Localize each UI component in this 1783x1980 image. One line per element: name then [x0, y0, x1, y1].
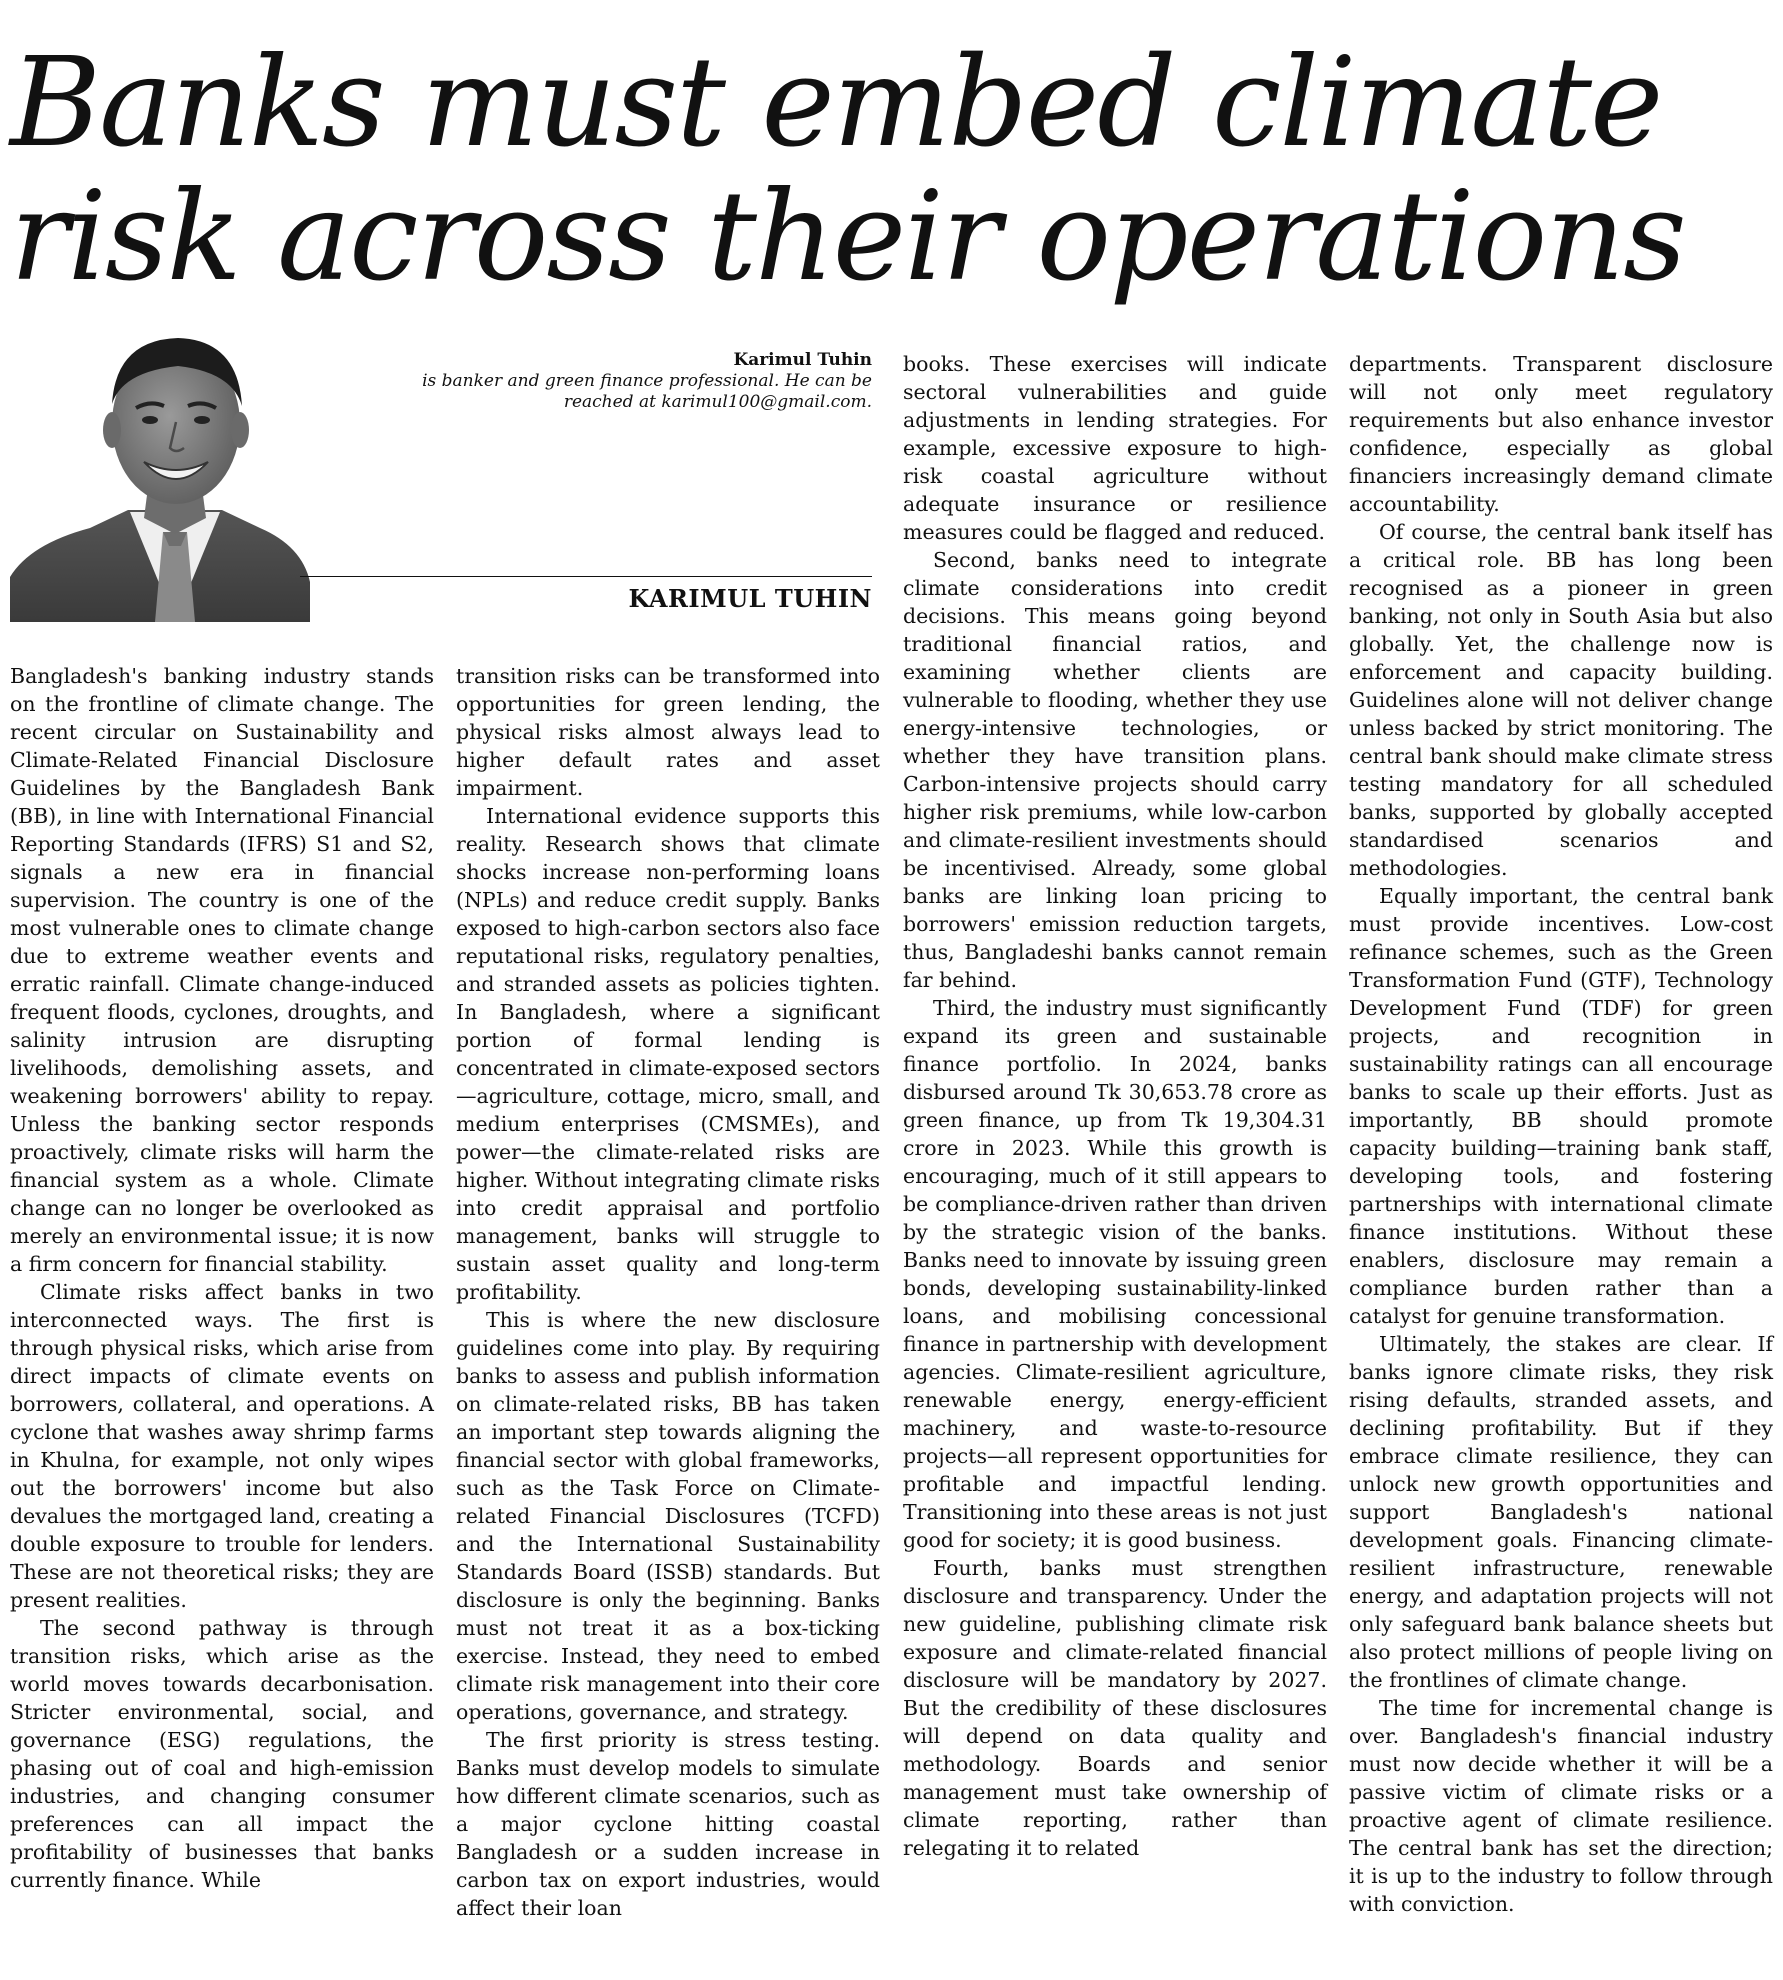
- article-paragraph: The first priority is stress testing. Banks must develop models to simulate how different climate scenarios, such as a major cyclone hitting coastal Bangladesh or a sudden increase in carbon tax on export industries, would affect their loan: [456, 1728, 880, 1920]
- article-paragraph: International evidence supports this reality. Research shows that climate shocks increase non-performing loans (NPLs) and reduce credit supply. Banks exposed to high-carbon sectors also face reputational risks, regulatory penalties, and stranded assets as policies tighten. In Bangladesh, where a significant portion of formal lending is concentrated in climate-exposed sectors—agriculture, cottage, micro, small, and medium enterprises (CMSMEs), and power—the climate-related risks are higher. Without integrating climate risks into credit appraisal and portfolio management, banks will struggle to sustain asset quality and long-term profitability.: [456, 804, 880, 1304]
- article-paragraph: Bangladesh's banking industry stands on the frontline of climate change. The recent circular on Sustainability and Climate-Related Financial Disclosure Guidelines by the Bangladesh Bank (BB), in line with International Financial Reporting Standards (IFRS) S1 and S2, signals a new era in financial supervision. The country is one of the most vulnerable ones to climate change due to extreme weather events and erratic rainfall. Climate change-induced frequent floods, cyclones, droughts, and salinity intrusion are disrupting livelihoods, demolishing assets, and weakening borrowers' ability to repay. Unless the banking sector responds proactively, climate risks will harm the financial system as a whole. Climate change can no longer be overlooked as merely an environmental issue; it is now a firm concern for financial stability.: [10, 664, 434, 1276]
- author-photo: [10, 332, 310, 622]
- article-paragraph: The second pathway is through transition risks, which arise as the world moves towards decarbonisation. Stricter environmental, social, and governance (ESG) regulations, the phasing out of coal and high-emission industries, and changing consumer preferences can all impact the profitability of businesses that banks currently finance. While: [10, 1616, 434, 1892]
- article-paragraph: Of course, the central bank itself has a critical role. BB has long been recognised as a pioneer in green banking, not only in South Asia but also globally. Yet, the challenge now is enforcement and capacity building. Guidelines alone will not deliver change unless backed by strict monitoring. The central bank should make climate stress testing mandatory for all scheduled banks, supported by globally accepted standardised scenarios and methodologies.: [1349, 520, 1773, 880]
- byline: KARIMUL TUHIN: [628, 584, 872, 613]
- headline: Banks must embed climate risk across their operations: [10, 31, 1685, 309]
- byline-divider: [300, 576, 872, 577]
- article-paragraph: The time for incremental change is over. Bangladesh's financial industry must now decide whether it will be a passive victim of climate risks or a proactive agent of climate resilience. The central bank has set the direction; it is up to the industry to follow through with conviction.: [1349, 1696, 1773, 1916]
- article-paragraph: Equally important, the central bank must provide incentives. Low-cost refinance schemes, such as the Green Transformation Fund (GTF), Technology Development Fund (TDF) for green projects, and recognition in sustainability ratings can all encourage banks to scale up their efforts. Just as importantly, BB should promote capacity building—training bank staff, developing tools, and fostering partnerships with international climate finance institutions. Without these enablers, disclosure may remain a compliance burden rather than a catalyst for genuine transformation.: [1349, 884, 1773, 1328]
- article-paragraph: Second, banks need to integrate climate considerations into credit decisions. This means going beyond traditional financial ratios, and examining whether clients are vulnerable to flooding, whether they use energy-intensive technologies, or whether they have transition plans. Carbon-intensive projects should carry higher risk premiums, while low-carbon and climate-resilient investments should be incentivised. Already, some global banks are linking loan pricing to borrowers' emission reduction targets, thus, Bangladeshi banks cannot remain far behind.: [903, 548, 1327, 992]
- author-bio: is banker and green finance professional. He can be reached at karimul100@gmail.com.: [422, 371, 872, 412]
- article-paragraph: Climate risks affect banks in two interconnected ways. The first is through physical risks, which arise from direct impacts of climate events on borrowers, collateral, and operations. A cyclone that washes away shrimp farms in Khulna, for example, not only wipes out the borrowers' income but also devalues the mortgaged land, creating a double exposure to trouble for lenders. These are not theoretical risks; they are present realities.: [10, 1280, 434, 1612]
- article-paragraph: departments. Transparent disclosure will not only meet regulatory requirements but also enhance investor confidence, especially as global financiers increasingly demand climate accountability.: [1349, 352, 1773, 516]
- article-paragraph: This is where the new disclosure guidelines come into play. By requiring banks to assess and publish information on climate-related risks, BB has taken an important step towards aligning the financial sector with global frameworks, such as the Task Force on Climate-related Financial Disclosures (TCFD) and the International Sustainability Standards Board (ISSB) standards. But disclosure is only the beginning. Banks must not treat it as a box-ticking exercise. Instead, they need to embed climate risk management into their core operations, governance, and strategy.: [456, 1308, 880, 1724]
- article-paragraph: Third, the industry must significantly expand its green and sustainable finance portfolio. In 2024, banks disbursed around Tk 30,653.78 crore as green finance, up from Tk 19,304.31 crore in 2023. While this growth is encouraging, much of it still appears to be compliance-driven rather than driven by the strategic vision of the banks. Banks need to innovate by issuing green bonds, developing sustainability-linked loans, and mobilising concessional finance in partnership with development agencies. Climate-resilient agriculture, renewable energy, energy-efficient machinery, and waste-to-resource projects—all represent opportunities for profitable and impactful lending. Transitioning into these areas is not just good for society; it is good business.: [903, 996, 1327, 1552]
- article-paragraph: transition risks can be transformed into opportunities for green lending, the physical risks almost always lead to higher default rates and asset impairment.: [456, 664, 880, 800]
- author-name: Karimul Tuhin: [733, 350, 872, 370]
- article-column-3: [903, 350, 1327, 1862]
- article-paragraph: Fourth, banks must strengthen disclosure and transparency. Under the new guideline, publishing climate risk exposure and climate-related financial disclosure will be mandatory by 2027. But the credibility of these disclosures will depend on data quality and methodology. Boards and senior management must take ownership of climate reporting, rather than relegating it to related: [903, 1556, 1327, 1860]
- article-paragraph: books. These exercises will indicate sectoral vulnerabilities and guide adjustments in lending strategies. For example, excessive exposure to high-risk coastal agriculture without adequate insurance or resilience measures could be flagged and reduced.: [903, 352, 1327, 544]
- article-paragraph: Ultimately, the stakes are clear. If banks ignore climate risks, they risk rising defaults, stranded assets, and declining profitability. But if they embrace climate resilience, they can unlock new growth opportunities and support Bangladesh's national development goals. Financing climate-resilient infrastructure, renewable energy, and adaptation projects will not only safeguard bank balance sheets but also protect millions of people living on the frontlines of climate change.: [1349, 1332, 1773, 1692]
- author-credit: [420, 350, 872, 413]
- article-column-1: [10, 662, 434, 1894]
- article-column-4: [1349, 350, 1773, 1918]
- article-column-2: [456, 662, 880, 1922]
